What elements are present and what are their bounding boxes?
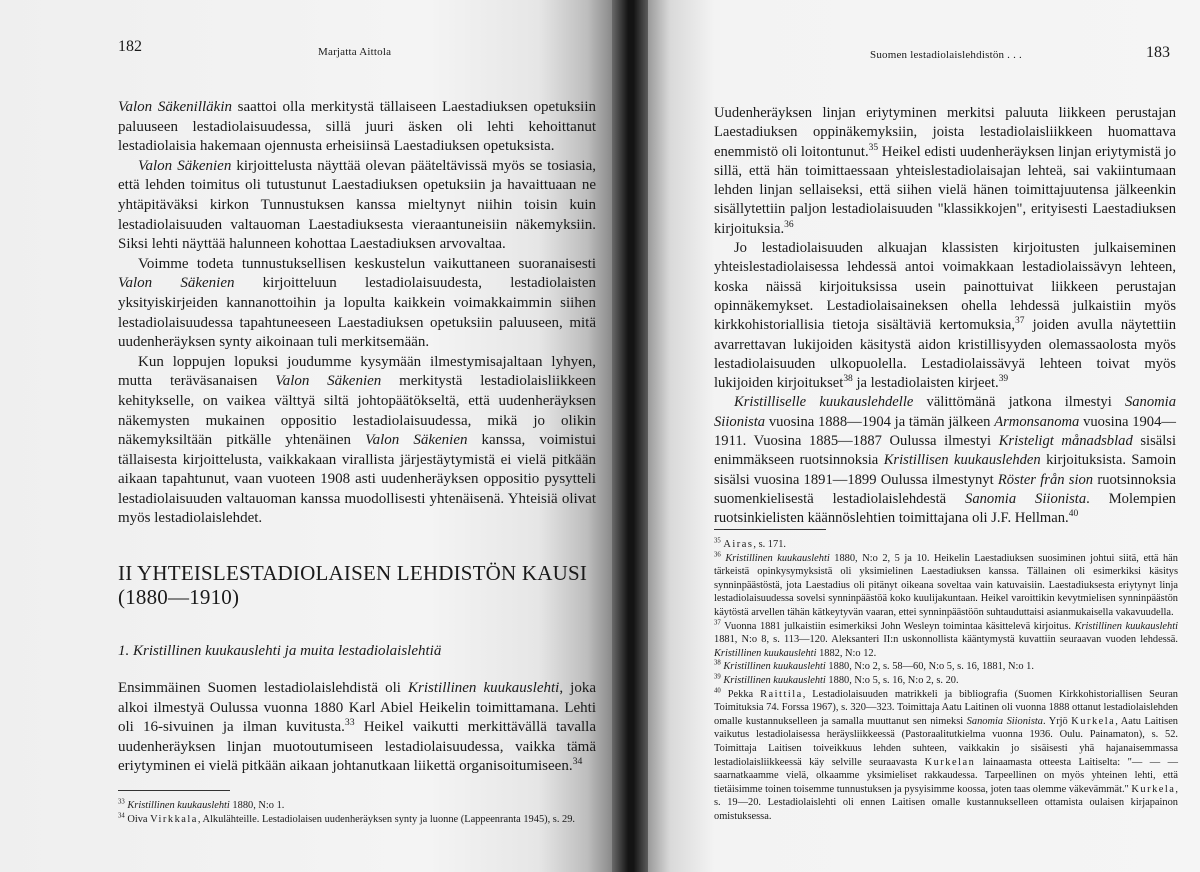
page-number-left: 182 [118,38,142,55]
page-number-right: 183 [1146,44,1170,61]
footnotes-left: $^{33}$ Kristillinen kuukauslehti 1880, N:o 1. $^{34}$ Oiva Virkkala, Alkulähteille. Lestadiolaisen uudenheräyksen synty ja luonne (Lappeenranta 1945), s. 29. [118,798,576,825]
body-text-left-top: Valon Säkenilläkin saattoi olla merkitystä tällaiseen Laestadiuksen opetuksiin paluuseen lestadiolaisuudessa, sillä juuri äsken oli lehti kehoittanut lestadiolaisia hakemaan ojennusta erheisiinsä Laestadiuksen opetuksista. Valon Säkenien kirjoittelusta näyttää olevan pääteltävissä myös se tosiasia, että lehden toimitus oli tutustunut Laestadiuksen opetuksiin ja havaittuaan ne yhtäpitäväksi kirkon Tunnustuksen kanssa mieltynyt niihin toisin kuin lestadiolaisuuden valtauoman Laestadiuksesta vieraantuneisiin näkemyksiin. Siksi lehti näyttää halunneen kohottaa Laestadiuksen arvovaltaa. Voimme todeta tunnustuksellisen keskustelun vaikuttaneen suoranaisesti Valon Säkenien kirjoitteluun lestadiolaisuudesta, lestadiolaisten yksityiskirjeiden kannanottoihin ja lopulta kaikkein voimakkaimmin siihen lestadiolaisuudessa tapahtuneeseen Laestadiuksen opetuksiin paluuseen, mitä uudenheräyksen synty aikoinaan tuli merkitsemään. Kun loppujen lopuksi joudumme kysymään ilmestymisajaltaan lyhyen, mutta teräväsanaisen Valon Säkenien merkitystä lestadiolaisliikkeen kehitykselle, on vaikea välttyä siltä johtopäätökseltä, että uudenheräyksen näkemysten mukainen oppositio lestadiolaisuudessa, mikä jo olikin näkemyksiltään pitkälle yhtenäinen Valon Säkenien kanssa, voimistui tällaisesta kirjoittelusta, vaikkakaan virallista järjestäytymistä ei vielä pitkään aikaan tapahtunut, vaan vuoteen 1908 asti uudenheräyksen oppositio pysytteli lestadiolaisuuden valtauoman kanssa muodollisesti yhtenäisenä. Yhteisiä olivat myös lestadiolaislehdet. [118,99,597,527]
running-head-left: Marjatta Aittola [318,46,392,58]
section-heading-line2: (1880—1910) [118,585,240,609]
section-heading-line1: II YHTEISLESTADIOLAISEN LEHDISTÖN KAUSI [118,561,588,585]
subheading: 1. Kristillinen kuukauslehti ja muita lestadiolaislehtiä [118,643,442,659]
right-page [648,0,1200,872]
body-text-left-bottom: Ensimmäinen Suomen lestadiolaislehdistä oli Kristillinen kuukauslehti, joka alkoi ilmestyä Oulussa vuonna 1880 Karl Abiel Heikelin toimittamana. Lehti oli 16-sivuinen ja ilman kuvitusta.$^{33}$ Heikel vaikutti merkittävällä tavalla uudenheräyksen linjan muotoutumiseen lestadiolaisuudessa, vaikka tämä eriytyminen ei vielä pitkään aikaan johtanutkaan liikettä organisoitumiseen.$^{34}$ [118,680,596,775]
footnote-rule-left [118,790,230,791]
footnote-rule-right [714,529,826,530]
section-heading [118,561,598,609]
book-gutter [612,0,648,872]
footnotes-right: $^{35}$ Airas, s. 171. $^{36}$ Kristillinen kuukauslehti 1880, N:o 2, 5 ja 10. Heikelin Laestadiuksen suosiminen johtui siitä, että hän tärkeistä opinkysymyksistä oli yksimielinen Laestadiuksen kanssa. Tällainen oli esimerkiksi käsitys synninpäästöstä, jota Laestadius oli pitänyt oikeana soveltaa vain katuvaisiin. Laestadiuksesta eriytynyt linja lestadiolaisuudessa sovelsi synninpäästöä koko kuulijakuntaan. Heikel varoittikin kevytmielisen synninpäästön käytöstä arvellen tähän kätkeytyvän vaaran, ettei synninpäästöön suhtauduttaisi asianmukaisella vakavuudella. $^{37}$ Vuonna 1881 julkaistiin esimerkiksi John Wesleyn toimintaa käsittelevä kirjoitus. Kristillinen kuukauslehti 1881, N:o 8, s. 113—120. Aleksanteri II:n uskonnollista kääntymystä kuvattiin seuraavan vuoden lehdessä. Kristillinen kuukauslehti 1882, N:o 12. $^{38}$ Kristillinen kuukauslehti 1880, N:o 2, s. 58—60, N:o 5, s. 16, 1881, N:o 1. $^{39}$ Kristillinen kuukauslehti 1880, N:o 5, s. 16, N:o 2, s. 20. $^{40}$ Pekka Raittila, Lestadiolaisuuden matrikkeli ja bibliografia (Suomen Kirkkohistoriallisen Seuran Toimituksia 74. Forssa 1967), s. 320—323. Toimittaja Aatu Laitinen oli vuonna 1888 ottanut lestadiolaislehden omalle kustannukselleen ja samalla muuttanut sen nimeksi Sanomia Siionista. Yrjö Kurkela, Aatu Laitisen vaikutus lestadiolaisessa heräysliikkeessä (Pastoraalitutkielma vuonna 1936. Oulu. Painamaton), s. 52. Toimittaja Laitisen toiveikkuus lehden suhteen, vaikkakin jo sisäisesti yhä hajanaisemmassa lestadiolaisliikkeessä käy selville seuraavasta Kurkelan lainaamasta otteesta Laitiselta: "— — — saarnatkaamme vielä, olkaamme yksimieliset rakkaudessa. Tarpeellinen on myös yhteinen lehti, että tietäisimme toinen toisemme tunnustuksen ja pysyisimme koossa, joten taas olemme väkevämmät." Kurkela, s. 19—20. Lestadiolaislehti oli ennen Laitisen omalle kustannukselleen ottamista oulaisen kirjapainon omistuksessa. [714,537,1178,822]
running-head-right: Suomen lestadiolaislehdistön . . . [870,49,1022,61]
body-text-right: Uudenheräyksen linjan eriytyminen merkitsi paluuta liikkeen perustajan Laestadiuksen oppinäkemyksiin, joista lestadiolaisliikkeen huomattava enemmistö oli loitontunut.$^{35}$ Heikel edisti uudenheräyksen linjan eriytymistä jo sillä, että hän toimittaessaan yhteislestadiolaisajan lehteä, sai vakiintumaan lehden linjan sellaiseksi, että siihen vielä hänen toimittajuutensa jälkeenkin sisällytettiin paljon lestadiolaisuuden "klassikkojen", erityisesti Laestadiuksen kirjoituksia.$^{36}$ Jo lestadiolaisuuden alkuajan klassisten kirjoitusten julkaiseminen yhteislestadiolaisessa lehdessä antoi voimakkaan lestadiolaissävyn lehteen, koska näissä kirjoituksissa usein painottuivat liikkeen perustajan opinnäkemykset. Lestadiolaisaineksen ohella lehdessä julkaistiin myös kirkkohistoriallisia tietoja sisältäviä kertomuksia,$^{37}$ joiden avulla näytettiin avarrettavan lukijoiden käsitystä aidon kristillisyyden olemassaolosta myös lestadiolaisuuden ulkopuolella. Lestadiolaissävyä lehteen toivat myös lukijoiden kirjoitukset$^{38}$ ja lestadiolaisten kirjeet.$^{39}$ Kristilliselle kuukauslehdelle välittömänä jatkona ilmestyi Sanomia Siionista vuosina 1888—1904 ja tämän jälkeen Armonsanoma vuosina 1904—1911. Vuosina 1885—1887 Oulussa ilmestyi Kristeligt månadsblad sisälsi enimmäkseen ruotsinnoksia Kristillisen kuukauslehden kirjoituksista. Samoin sisälsi vuosina 1891—1899 Oulussa ilmestynyt Röster från sion ruotsinnoksia suomenkielisestä lestadiolaislehdestä Sanomia Siionista. Molempien ruotsinkielisten käännöslehtien toimittajana oli J.F. Hellman.$^{40}$ [714,105,1177,527]
